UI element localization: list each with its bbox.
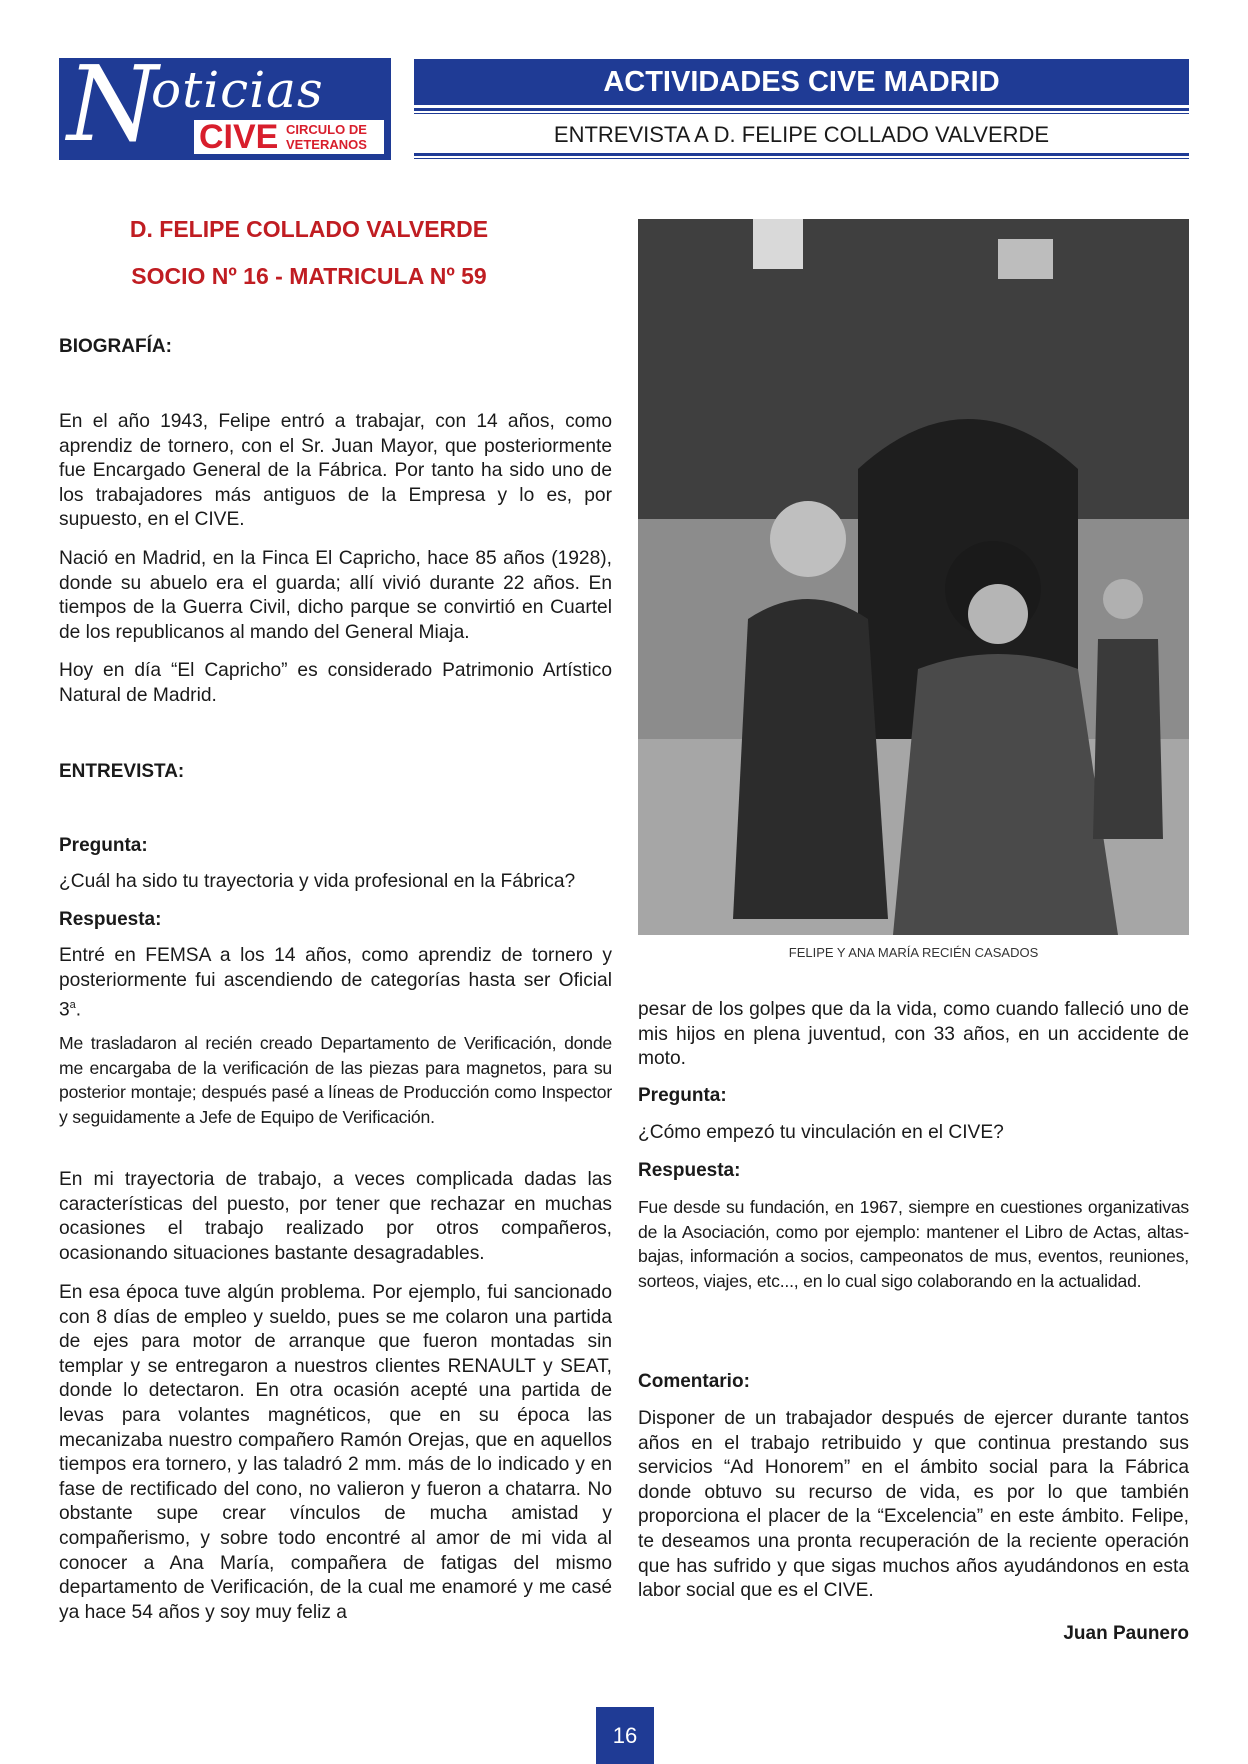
header-subtitle: ENTREVISTA A D. FELIPE COLLADO VALVERDE — [553, 122, 1050, 147]
bio-paragraph: En el año 1943, Felipe entró a trabajar, con 14 años, como aprendiz de tornero, con el Sr. Juan Mayor, que posteriormente fue Encargado General de la Fábrica. Por tanto ha sido uno de los trabajadores más antiguos de la Empresa y lo es, por supuesto, en el CIVE. — [59, 411, 612, 531]
answer-paragraph: Fue desde su fundación, en 1967, siempre en cuestiones organizativas de la Asociación, como por ejemplo: mantener el Libro de Actas, altas-bajas, información a socios, campeonatos de mus, eventos, reuniones, sorteos, viajes, etc..., en lo cual sigo colaborando en la actualidad. — [638, 1197, 1189, 1291]
comment-label: Comentario: — [638, 1371, 750, 1392]
logo-sub-line2: VETERANOS — [286, 137, 367, 152]
noticias-cive-logo — [59, 43, 391, 165]
photo-caption: FELIPE Y ANA MARÍA RECIÉN CASADOS — [788, 945, 1039, 960]
bio-heading: BIOGRAFÍA: — [59, 336, 172, 357]
header-rule-top — [414, 108, 1189, 111]
article-name: D. FELIPE COLLADO VALVERDE — [129, 216, 489, 242]
answer-label: Respuesta: — [59, 909, 162, 930]
photo-illustration — [638, 219, 1189, 935]
logo-initial: N — [67, 43, 158, 165]
question-text: ¿Cómo empezó tu vinculación en el CIVE? — [638, 1122, 1004, 1143]
answer-paragraph: En esa época tuve algún problema. Por ejemplo, fui sancionado con 8 días de empleo y sueldo, pues se me colaron una partida de ejes para motor de arranque que fueron montadas sin templar y se entregaron a nuestros clientes RENAULT y SEAT, donde lo detectaron. En otra ocasión acepté una partida de levas para volantes magnéticos, que en su época las mecanizaba nuestro compañero Ramón Orejas, que en aquellos tiempos era tornero, y las taladró 2 mm. más de lo indicado y en fase de rectificado del cono, no valieron y fueron a chatarra. No obstante supe crear vínculos de mucha amistad y compañerismo, y sobre todo encontré al amor de mi vida al conocer a Ana María, compañera de fatigas del mismo departamento de Verificación, de la cual me enamoré y me casé ya hace 54 años y soy muy feliz a — [59, 1282, 612, 1623]
answer-paragraph: pesar de los golpes que da la vida, como cuando falleció uno de mis hijos en plena juventud, con 33 años, en un accidente de moto. — [638, 999, 1189, 1070]
interview-heading: ENTREVISTA: — [59, 761, 185, 782]
logo-sub-line1: CIRCULO DE — [286, 122, 367, 137]
answer-paragraph: En mi trayectoria de trabajo, a veces complicada dadas las características del puesto, por tener que rechazar en muchas ocasiones el trabajo realizado por otros compañeros, ocasionando situaciones bastante desagradables. — [59, 1169, 612, 1264]
section-header: ACTIVIDADES CIVE MADRID — [414, 59, 1189, 105]
question-label: Pregunta: — [59, 835, 148, 856]
comment-paragraph: Disponer de un trabajador después de ejercer durante tantos años en el trabajo retribuido y que continua prestando sus servicios “Ad Honorem” en el ámbito social para la Fábrica donde obtuvo su recurso de vida, es por lo que también proporciona el placer de la “Excelencia” en este ámbito. Felipe, te deseamos una pronta recuperación de la reciente operación que has sufrido y que sigas muchos años ayudándonos en esta labor social que es el CIVE. — [638, 1408, 1189, 1602]
logo-title: oticias — [151, 61, 324, 119]
header-rule-bottom-thin — [414, 158, 1189, 159]
author-signature: Juan Paunero — [1063, 1623, 1189, 1644]
answer-paragraph: Entré en FEMSA a los 14 años, como aprendiz de tornero y posteriormente fui ascendiendo de categorías hasta ser Oficial 3$^a$. — [59, 945, 612, 1021]
question-label: Pregunta: — [638, 1085, 727, 1106]
article-membership: SOCIO Nº 16 - MATRICULA Nº 59 — [131, 263, 487, 289]
header-rule-bottom — [414, 153, 1189, 156]
header-rule-thin — [414, 113, 1189, 114]
wedding-photo — [638, 219, 1189, 935]
logo-brand: CIVE — [199, 118, 279, 156]
bio-paragraph: Hoy en día “El Capricho” es considerado Patrimonio Artístico Natural de Madrid. — [59, 660, 612, 706]
bio-paragraph: Nació en Madrid, en la Finca El Capricho, hace 85 años (1928), donde su abuelo era el guarda; allí vivió durante 22 años. En tiempos de la Guerra Civil, dicho parque se convirtió en Cuartel de los republicanos al mando del General Miaja. — [59, 548, 612, 643]
answer-label: Respuesta: — [638, 1160, 741, 1181]
answer-paragraph: Me trasladaron al recién creado Departamento de Verificación, donde me encargaba de la verificación de las piezas para magnetos, para su posterior montaje; después pasé a líneas de Producción como Inspector y seguidamente a Jefe de Equipo de Verificación. — [59, 1033, 612, 1127]
page-number: 16 — [596, 1707, 654, 1764]
logo-brand-box — [194, 120, 384, 154]
question-text: ¿Cuál ha sido tu trayectoria y vida profesional en la Fábrica? — [59, 871, 576, 892]
